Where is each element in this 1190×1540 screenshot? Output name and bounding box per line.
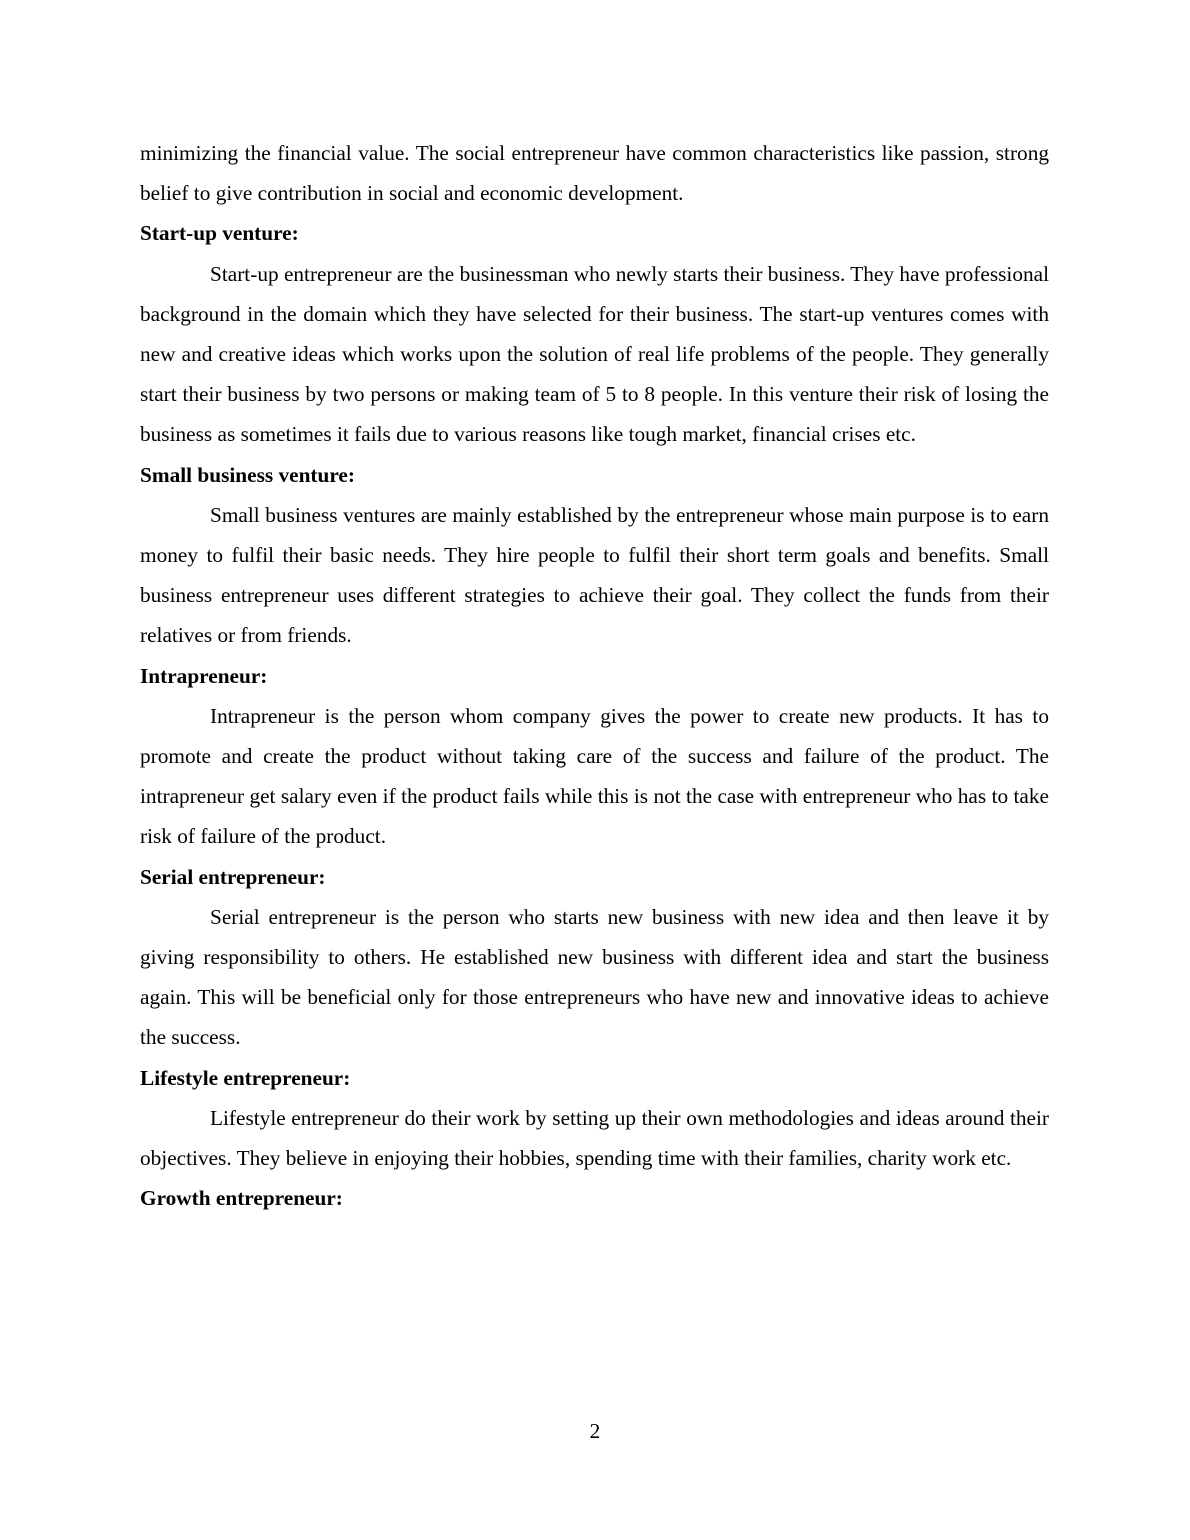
section-heading-small-business-venture: Small business venture: [140,462,355,487]
section-heading-lifestyle-entrepreneur: Lifestyle entrepreneur: [140,1065,351,1090]
page-content [140,133,1049,1218]
opening-paragraph: minimizing the financial value. The social entrepreneur have common characteristics like passion, strong belief to give contribution in social and economic development. [140,141,1049,206]
page-number: 2 [589,1419,601,1443]
section-body-small-business-venture: Small business ventures are mainly established by the entrepreneur whose main purpose is to earn money to fulfil their basic needs. They hire people to fulfil their short term goals and benefits. Small business entrepreneur uses different strategies to achieve their goal. They collect the funds from their relatives or from friends. [140,502,1049,648]
section-heading-growth-entrepreneur: Growth entrepreneur: [140,1186,343,1211]
section-heading-serial-entrepreneur: Serial entrepreneur: [140,864,326,889]
section-heading-intrapreneur: Intrapreneur: [140,663,268,688]
section-heading-startup-venture: Start-up venture: [140,221,299,246]
section-body-intrapreneur: Intrapreneur is the person whom company gives the power to create new products. It has to promote and create the product without taking care of the success and failure of the product. The intrapreneur get salary even if the product fails while this is not the case with entrepreneur who has to take risk of failure of the product. [140,703,1049,849]
section-body-startup-venture: Start-up entrepreneur are the businessman who newly starts their business. They have professional background in the domain which they have selected for their business. The start-up ventures comes with new and creative ideas which works upon the solution of real life problems of the people. They generally start their business by two persons or making team of 5 to 8 people. In this venture their risk of losing the business as sometimes it fails due to various reasons like tough market, financial crises etc. [140,261,1049,447]
section-body-serial-entrepreneur: Serial entrepreneur is the person who starts new business with new idea and then leave it by giving responsibility to others. He established new business with different idea and start the business again. This will be beneficial only for those entrepreneurs who have new and innovative ideas to achieve the success. [140,904,1049,1050]
section-body-lifestyle-entrepreneur: Lifestyle entrepreneur do their work by setting up their own methodologies and ideas around their objectives. They believe in enjoying their hobbies, spending time with their families, charity work etc. [140,1105,1049,1171]
